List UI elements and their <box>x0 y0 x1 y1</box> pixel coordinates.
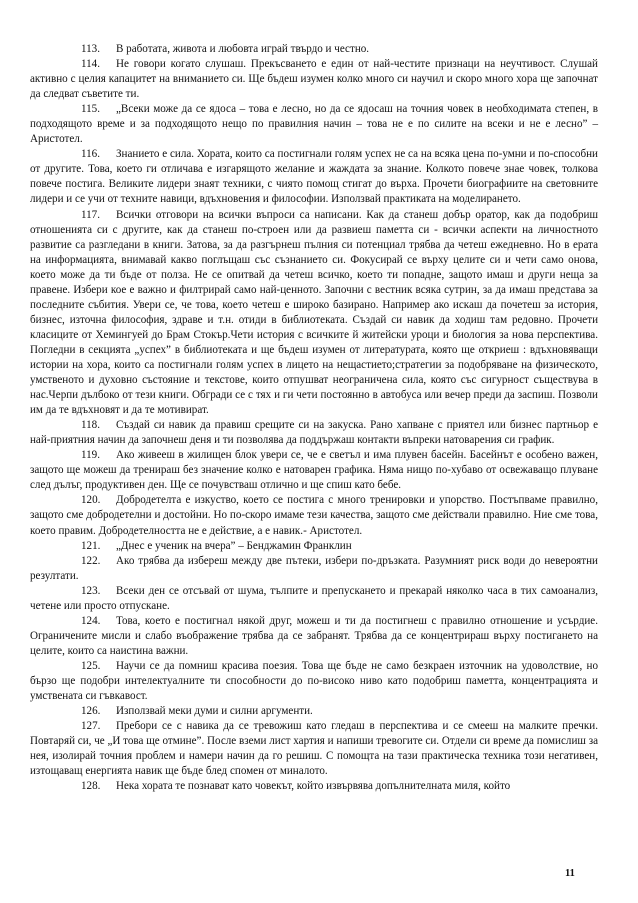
numbered-paragraph <box>30 719 598 779</box>
paragraph-text: Създай си навик да правиш срещите си на закуска. Рано хапване с приятел или бизнес партньор е най-приятния начин да започнеш деня и ти позволява да поддържаш контакти въпреки натоварения си график. <box>30 419 598 447</box>
paragraph-text: Нека хората те познават като човекът, който извървява допълнителната миля, който <box>116 780 511 793</box>
paragraph-text: Знанието е сила. Хората, които са постигнали голям успех не са на всяка цена по-умни и по-способни от другите. Това, което ги отличава е изгарящото желание и жаждата за знание. Колкото повече знае човек, толкова повече постига. Великите лидери знаят техники, с чиято помощ стигат до върха. Прочети биографиите на световните лидери и се учи от техните навици, вдъхновения и философии. Използвай практиката на моделирането. <box>30 148 598 206</box>
paragraph-number: 116. <box>81 148 101 161</box>
paragraph-number: 120. <box>81 494 101 507</box>
paragraph-text: Не говори когато слушаш. Прекъсването е един от най-честите признаци на неучтивост. Слушай активно с целия капацитет на вниманието си. Ще бъдеш изумен колко много си научил и скоро много хора ще започнат да следват съветите ти. <box>30 58 598 101</box>
paragraph-text: Това, което е постигнал някой друг, можеш и ти да постигнеш с правилно отношение и усърдие. Ограничените мисли и слабо въображение трябва да се забранят. Трябва да се концентрираш върху постигането на целите, които са наистина важни. <box>30 614 598 657</box>
numbered-paragraph <box>30 147 598 207</box>
paragraph-number: 125. <box>81 659 101 672</box>
numbered-paragraph <box>30 554 598 584</box>
paragraph-text: „Всеки може да се ядоса – това е лесно, но да се ядосаш на точния човек в необходимата степен, в подходящото време и за подходящото нещо по правилния начин – това не е по силите на всеки и не е лесно” – Аристотел. <box>30 103 598 146</box>
paragraph-text: Използвай меки думи и силни аргументи. <box>116 705 313 718</box>
paragraph-text: Всички отговори на всички въпроси са написани. Как да станеш добър оратор, как да подобриш отношенията си с другите, как да станеш по-строен или да развиеш паметта си - всички аспекти на личностното развитие са разгледани в книги. Затова, за да разгърнеш пълния си потенциал трябва да четеш ежедневно. Но в ерата на информацията, внимавай какво поглъщаш със съзнанието си. Фокусирай се върху целите си и чети само онова, което може да ти бъде от полза. Не се опитвай да четеш всичко, което ти попадне, защото имаш и други неща за правене. Избери кое е важно и филтрирай само най-ценното. Започни с вестник всяка сутрин, за да имаш представа за последните събития. Увери се, че това, което четеш е широко базирано. Например ако искаш да почетеш за история, бизнес, източна философия, здраве и т.н. отиди в библиотеката. Създай си навик да ходиш там редовно. Прочети класиците от Хемингуей до Брам Стокър.Чети история с всичките й житейски уроци и биология за нова перспектива. Погледни в секцията „успех” в библиотеката и ще бъдеш изумен от литературата, която ще откриеш : вдъхновяващи истории на хора, които са постигнали голям успех в лицето на нещастието;стратегии за подобряване на физическото, умственото и духовно състояние и текстове, които отпушват неограничена сила, която със сигурност съществува в нас.Черпи дълбоко от тези книги. Обгради се с тях и ги чети постоянно в автобуса или вечер преди да заспиш. Позволи им да те вдъхновят и да те мотивират. <box>30 208 598 417</box>
paragraph-text: Пребори се с навика да се тревожиш като гледаш в перспектива и се смееш на малките пречки. Повтаряй си, че „И това ще отмине”. После вземи лист хартия и напиши тревогите си. Отдели си време да помислиш за нея, изолирай точния проблем и намери начин да го решиш. С помощта на тази практическа техника този негативен, изтощаващ енергията навик ще бъде блед спомен от миналото. <box>30 720 599 778</box>
numbered-paragraph <box>30 42 598 57</box>
body-text <box>30 42 598 794</box>
numbered-paragraph <box>30 57 598 102</box>
paragraph-number: 123. <box>81 584 101 597</box>
paragraph-number: 118. <box>81 419 101 432</box>
numbered-paragraph <box>30 779 598 794</box>
paragraph-number: 121. <box>81 539 101 552</box>
numbered-paragraph <box>30 493 598 538</box>
paragraph-text: Всеки ден се отсъвай от шума, тълпите и препускането и прекарай няколко часа в тих самоанализ, четене или просто отпускане. <box>30 584 598 612</box>
paragraph-text: „Днес е ученик на вчера” – Бенджамин Франклин <box>116 539 352 552</box>
paragraph-number: 114. <box>81 58 101 71</box>
paragraph-number: 128. <box>81 780 101 793</box>
numbered-paragraph <box>30 659 598 704</box>
page-number: 11 <box>565 868 575 879</box>
numbered-paragraph <box>30 584 598 614</box>
numbered-paragraph <box>30 539 598 554</box>
paragraph-text: Ако трябва да избереш между две пътеки, избери по-дръзката. Разумният риск води до невероятни резултати. <box>30 554 598 582</box>
paragraph-number: 113. <box>81 43 101 55</box>
paragraph-number: 124. <box>81 614 101 627</box>
paragraph-number: 122. <box>81 554 101 567</box>
paragraph-number: 117. <box>81 208 101 221</box>
numbered-paragraph <box>30 418 598 448</box>
paragraph-text: Ако живееш в жилищен блок увери се, че е светъл и има плувен басейн. Басейнът е особено важен, защото ще можеш да тренираш без значение колко е натоварен графика. Няма нищо по-хубаво от освежаващо плуване след дълъг, продуктивен ден. Ще се почувстваш отлично и ще спиш като бебе. <box>30 449 598 492</box>
numbered-paragraph <box>30 614 598 659</box>
numbered-paragraph <box>30 448 598 493</box>
paragraph-number: 127. <box>81 720 101 733</box>
numbered-paragraph <box>30 102 598 147</box>
paragraph-number: 126. <box>81 705 101 718</box>
paragraph-number: 119. <box>81 449 101 462</box>
paragraph-number: 115. <box>81 103 101 116</box>
paragraph-text: В работата, живота и любовта играй твърдо и честно. <box>116 43 370 55</box>
paragraph-text: Научи се да помниш красива поезия. Това ще бъде не само безкраен източник на удоволствие, но бързо ще подобри интелектуалните ти способности до по-високо ниво като подобриш паметта, концентрацията и умствената си гъвкавост. <box>30 659 598 703</box>
paragraph-text: Добродетелта е изкуство, което се постига с много тренировки и упорство. Постъпваме правилно, защото сме добродетелни и достойни. Но по-скоро имаме тези качества, защото сме действали правилно. Ние сме това, което правим. Добродетелността не е действие, а е навик.- Аристотел. <box>30 494 598 537</box>
numbered-paragraph <box>30 208 598 419</box>
numbered-paragraph <box>30 704 598 719</box>
